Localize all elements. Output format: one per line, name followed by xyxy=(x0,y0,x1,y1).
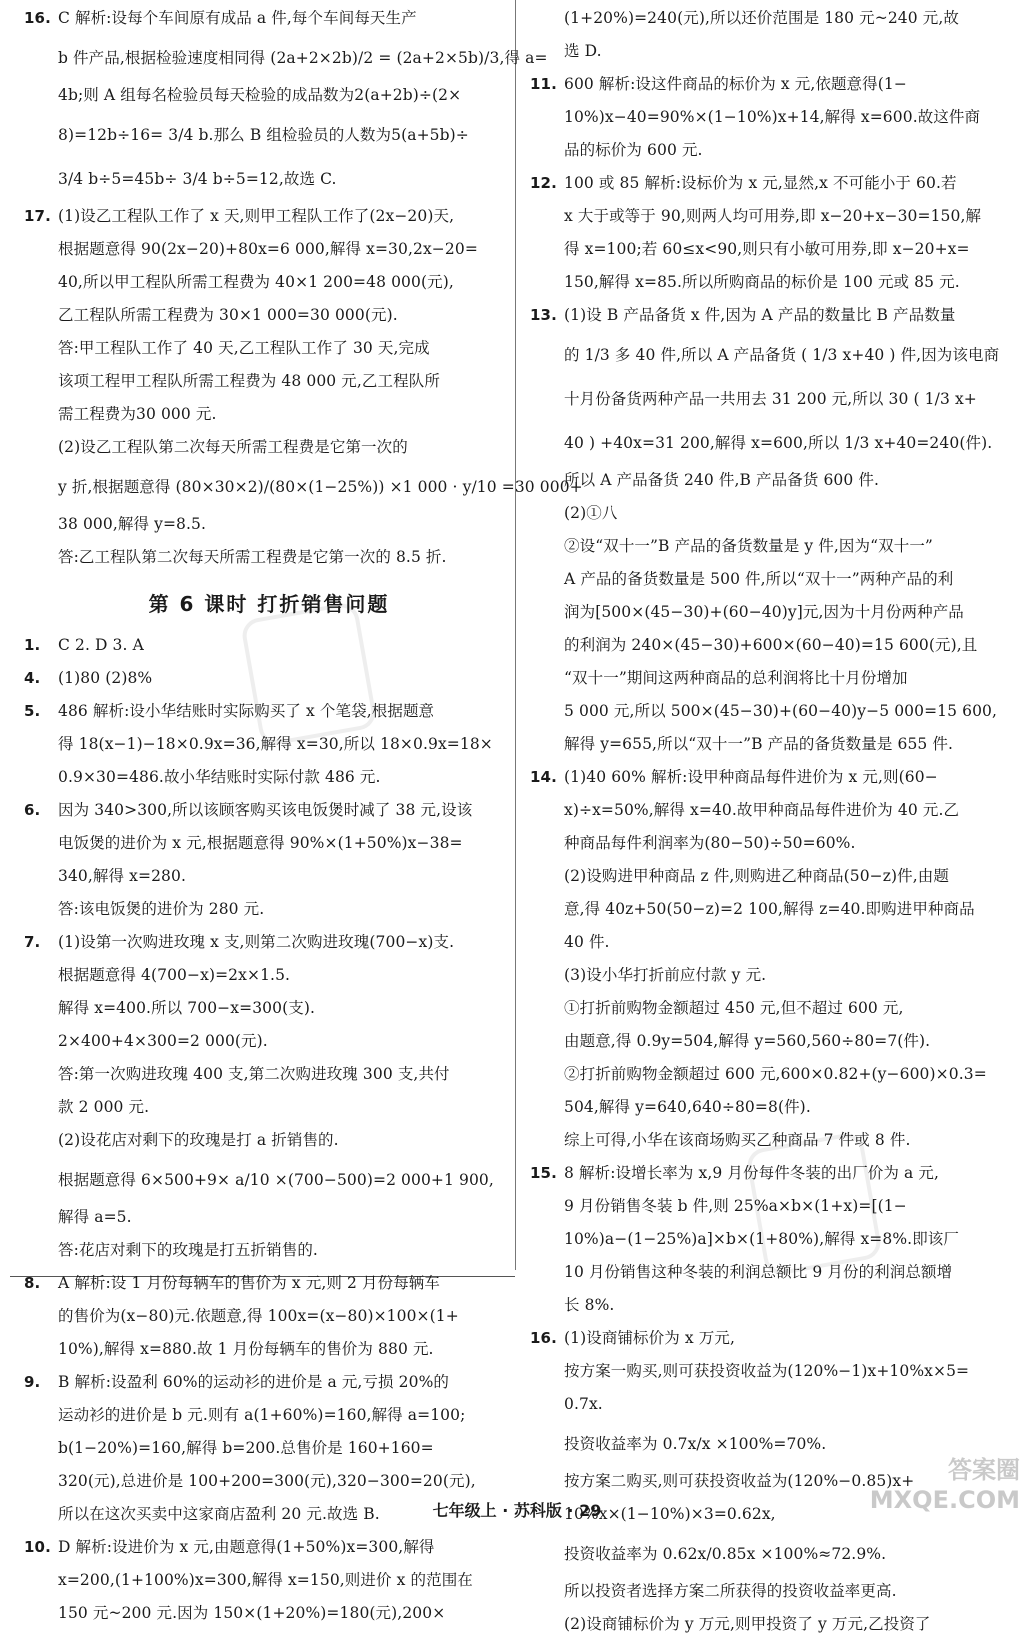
answer-text: 按方案一购买,则可获投资收益为(120%−1)x+10%x×5= xyxy=(564,1362,970,1380)
question-number: 10. xyxy=(24,1538,51,1556)
answer-line xyxy=(24,1304,514,1329)
answer-line xyxy=(530,1535,1016,1573)
answer-line xyxy=(24,6,514,31)
answer-line xyxy=(24,1128,514,1153)
answer-text: 润为[500×(45−30)+(60−40)y]元,因为十月份两种产品 xyxy=(564,603,964,621)
answers-block-continued xyxy=(530,6,1016,1637)
answer-line xyxy=(530,237,1016,262)
answer-text: 投资收益率为 0.7x/x ×100%=70%. xyxy=(564,1435,827,1453)
answer-text: (3)设小华打折前应付款 y 元. xyxy=(564,966,767,984)
question-number: 17. xyxy=(24,207,51,225)
answer-line xyxy=(530,1227,1016,1252)
answer-text: 解得 y=655,所以“双十一”B 产品的备货数量是 655 件. xyxy=(564,735,954,753)
answer-line xyxy=(24,1370,514,1395)
answer-text: 需工程费为30 000 元. xyxy=(58,405,217,423)
answer-text: (1)设 B 产品备货 x 件,因为 A 产品的数量比 B 产品数量 xyxy=(564,306,956,324)
question-number: 8. xyxy=(24,1274,41,1292)
answer-line xyxy=(530,270,1016,295)
answer-text: y 折,根据题意得 (80×30×2)/(80×(1−25%)) ×1 000 · y/10 =30 000+ xyxy=(58,478,583,496)
answer-line xyxy=(24,116,514,154)
answer-line xyxy=(530,798,1016,823)
answer-text: 答:乙工程队第二次每天所需工程费是它第一次的 8.5 折. xyxy=(58,548,447,566)
answer-line xyxy=(24,160,514,198)
question-number: 1. xyxy=(24,636,41,654)
answer-line xyxy=(530,1128,1016,1153)
answer-text: 600 解析:设这件商品的标价为 x 元,依题意得(1− xyxy=(564,75,907,93)
answer-line xyxy=(530,864,1016,889)
question-number: 6. xyxy=(24,801,41,819)
answers-block-lesson6 xyxy=(24,633,514,1626)
answer-text: (2)设花店对剩下的玫瑰是打 a 折销售的. xyxy=(58,1131,339,1149)
answer-text: 综上可得,小华在该商场购买乙种商品 7 件或 8 件. xyxy=(564,1131,911,1149)
answer-text: (1)设第一次购进玫瑰 x 支,则第二次购进玫瑰(700−x)支. xyxy=(58,933,455,951)
answer-line xyxy=(24,303,514,328)
answer-line xyxy=(530,1062,1016,1087)
answer-line xyxy=(530,996,1016,1021)
answer-text: 40 件. xyxy=(564,933,610,951)
answer-text: 10%),解得 x=880.故 1 月份每辆车的售价为 880 元. xyxy=(58,1340,434,1358)
question-number: 5. xyxy=(24,702,41,720)
answer-line xyxy=(24,1161,514,1199)
answer-text: 486 解析:设小华结账时实际购买了 x 个笔袋,根据题意 xyxy=(58,702,435,720)
answer-text: 150 元~200 元.因为 150×(1+20%)=180(元),200× xyxy=(58,1604,446,1622)
answer-text: 10%x×(1−10%)×3=0.62x, xyxy=(564,1505,776,1523)
answer-text: 的 1/3 多 40 件,所以 A 产品备货 ( 1/3 x+40 ) 件,因为该电商 xyxy=(564,346,1000,364)
answer-line xyxy=(24,402,514,427)
answer-text: 504,解得 y=640,640÷80=8(件). xyxy=(564,1098,811,1116)
answer-line xyxy=(530,336,1016,374)
answer-text: 100 或 85 解析:设标价为 x 元,显然,x 不可能小于 60.若 xyxy=(564,174,957,192)
answer-text: 得 18(x−1)−18×0.9x=36,解得 x=30,所以 18×0.9x=18× xyxy=(58,735,493,753)
answer-line xyxy=(24,1436,514,1461)
answer-text: 3/4 b÷5=45b÷ 3/4 b÷5=12,故选 C. xyxy=(58,170,337,188)
answer-line xyxy=(530,666,1016,691)
answer-line xyxy=(24,83,514,108)
answer-line xyxy=(24,1568,514,1593)
answer-text: 4b;则 A 组每名检验员每天检验的成品数为2(a+2b)÷(2× xyxy=(58,86,462,104)
answer-text: 的利润为 240×(45−30)+600×(60−40)=15 600(元),且 xyxy=(564,636,978,654)
answer-text: (1)设乙工程队工作了 x 天,则甲工程队工作了(2x−20)天, xyxy=(58,207,455,225)
answer-text: 得 x=100;若 60≤x<90,则只有小敏可用券,即 x−20+x= xyxy=(564,240,970,258)
answer-text: A 解析:设 1 月份每辆车的售价为 x 元,则 2 月份每辆车 xyxy=(58,1274,440,1292)
answer-line xyxy=(530,1293,1016,1318)
answer-text: 答:花店对剩下的玫瑰是打五折销售的. xyxy=(58,1241,318,1259)
answer-line xyxy=(530,6,1016,31)
answer-line xyxy=(24,512,514,537)
answer-line xyxy=(530,380,1016,418)
answer-text: ②打折前购物金额超过 600 元,600×0.82+(y−600)×0.3= xyxy=(564,1065,987,1083)
answer-text: C 解析:设每个车间原有成品 a 件,每个车间每天生产 xyxy=(58,9,417,27)
answer-line xyxy=(24,1271,514,1296)
answer-line xyxy=(530,963,1016,988)
answer-text: 10 月份销售这种冬装的利润总额比 9 月份的利润总额增 xyxy=(564,1263,953,1281)
answer-text: 38 000,解得 y=8.5. xyxy=(58,515,207,533)
answer-line xyxy=(24,270,514,295)
answer-line xyxy=(530,72,1016,97)
answer-text: 答:第一次购进玫瑰 400 支,第二次购进玫瑰 300 支,共付 xyxy=(58,1065,450,1083)
answer-text: “双十一”期间这两种商品的总利润将比十月份增加 xyxy=(564,669,908,687)
answer-line xyxy=(530,105,1016,130)
answer-text: 长 8%. xyxy=(564,1296,615,1314)
answer-text: ①打折前购物金额超过 450 元,但不超过 600 元, xyxy=(564,999,904,1017)
answer-line xyxy=(24,336,514,361)
answer-line xyxy=(24,1062,514,1087)
answer-line xyxy=(530,534,1016,559)
answer-line xyxy=(530,468,1016,493)
answer-line xyxy=(24,996,514,1021)
answer-text: 的售价为(x−80)元.依题意,得 100x=(x−80)×100×(1+ xyxy=(58,1307,459,1325)
answer-text: 答:该电饭煲的进价为 280 元. xyxy=(58,900,265,918)
answer-text: 品的标价为 600 元. xyxy=(564,141,703,159)
answer-line xyxy=(530,765,1016,790)
answer-line xyxy=(24,633,514,658)
answer-line xyxy=(24,468,583,506)
answer-line xyxy=(530,633,1016,658)
answer-line xyxy=(24,204,514,229)
answer-text: (1)80 (2)8% xyxy=(58,669,153,687)
answer-line xyxy=(530,567,1016,592)
answer-line xyxy=(530,600,1016,625)
page-footer: 七年级上 · 苏科版 · 29 xyxy=(432,1501,602,1520)
question-number: 9. xyxy=(24,1373,41,1391)
answer-text: x=200,(1+100%)x=300,解得 x=150,则进价 x 的范围在 xyxy=(58,1571,473,1589)
answer-line xyxy=(530,424,1016,462)
answer-text: 所以在这次买卖中这家商店盈利 20 元.故选 B. xyxy=(58,1505,380,1523)
answer-line xyxy=(24,237,514,262)
answer-line xyxy=(24,1205,514,1230)
answer-text: ②设“双十一”B 产品的备货数量是 y 件,因为“双十一” xyxy=(564,537,933,555)
answer-text: 答:甲工程队工作了 40 天,乙工程队工作了 30 天,完成 xyxy=(58,339,430,357)
answer-text: 所以 A 产品备货 240 件,B 产品备货 600 件. xyxy=(564,471,879,489)
answer-line xyxy=(24,699,514,724)
answer-text: 8)=12b÷16= 3/4 b.那么 B 组检验员的人数为5(a+5b)÷ xyxy=(58,126,469,144)
answer-line xyxy=(24,798,514,823)
answer-text: 8 解析:设增长率为 x,9 月份每件冬装的出厂价为 a 元, xyxy=(564,1164,940,1182)
answer-line xyxy=(530,1095,1016,1120)
answer-line xyxy=(530,1326,1016,1351)
answer-line xyxy=(24,545,514,570)
answer-text: 10%)x−40=90%×(1−10%)x+14,解得 x=600.故这件商 xyxy=(564,108,981,126)
answer-text: (1)设商铺标价为 x 万元, xyxy=(564,1329,735,1347)
answer-line xyxy=(24,1601,514,1626)
answer-line xyxy=(530,897,1016,922)
question-number: 13. xyxy=(530,306,557,324)
answer-line xyxy=(24,1238,514,1263)
answer-text: (1+20%)=240(元),所以还价范围是 180 元~240 元,故 xyxy=(564,9,959,27)
answer-text: 因为 340>300,所以该顾客购买该电饭煲时减了 38 元,设该 xyxy=(58,801,473,819)
answer-text: 40,所以甲工程队所需工程费为 40×1 200=48 000(元), xyxy=(58,273,454,291)
answer-text: 所以投资者选择方案二所获得的投资收益率更高. xyxy=(564,1582,897,1600)
question-number: 7. xyxy=(24,933,41,951)
answer-text: 根据题意得 6×500+9× a/10 ×(700−500)=2 000+1 900, xyxy=(58,1171,494,1189)
answer-line xyxy=(530,39,1016,64)
answer-line xyxy=(24,1029,514,1054)
right-column xyxy=(530,6,1016,1645)
answer-text: 2×400+4×300=2 000(元). xyxy=(58,1032,268,1050)
question-number: 12. xyxy=(530,174,557,192)
answer-line xyxy=(24,765,514,790)
answer-line xyxy=(24,1403,514,1428)
answer-line xyxy=(24,1469,514,1494)
answer-line xyxy=(530,1260,1016,1285)
question-number: 4. xyxy=(24,669,41,687)
answer-text: 选 D. xyxy=(564,42,602,60)
answer-text: 10%)a−(1−25%)a]×b×(1+80%),解得 x=8%.即该厂 xyxy=(564,1230,959,1248)
answer-line xyxy=(530,1579,1016,1604)
answer-text: (2)①八 xyxy=(564,504,618,522)
answer-text: C 2. D 3. A xyxy=(58,636,144,654)
question-number: 16. xyxy=(24,9,51,27)
answer-text: 根据题意得 90(2x−20)+80x=6 000,解得 x=30,2x−20= xyxy=(58,240,478,258)
answer-line xyxy=(24,963,514,988)
answer-text: 意,得 40z+50(50−z)=2 100,解得 z=40.即购进甲种商品 xyxy=(564,900,975,918)
answer-line xyxy=(24,831,514,856)
answer-text: (1)40 60% 解析:设甲种商品每件进价为 x 元,则(60− xyxy=(564,768,938,786)
answer-text: 340,解得 x=280. xyxy=(58,867,186,885)
answer-text: (2)设购进甲种商品 z 件,则购进乙种商品(50−z)件,由题 xyxy=(564,867,950,885)
answer-line xyxy=(530,930,1016,955)
answer-text: 款 2 000 元. xyxy=(58,1098,150,1116)
answer-line xyxy=(530,138,1016,163)
site-watermark xyxy=(870,1455,1020,1515)
answer-line xyxy=(530,1029,1016,1054)
answer-line xyxy=(24,864,514,889)
answer-text: 乙工程队所需工程费为 30×1 000=30 000(元). xyxy=(58,306,398,324)
answer-line xyxy=(530,831,1016,856)
answer-line xyxy=(530,1359,1016,1384)
answer-line xyxy=(530,204,1016,229)
watermark-url: MXQE.COM xyxy=(869,1486,1020,1514)
answer-line xyxy=(530,732,1016,757)
answer-text: 0.9×30=486.故小华结账时实际付款 486 元. xyxy=(58,768,381,786)
answer-text: 解得 x=400.所以 700−x=300(支). xyxy=(58,999,316,1017)
answer-text: 解得 a=5. xyxy=(58,1208,132,1226)
answer-text: 0.7x. xyxy=(564,1395,603,1413)
question-number: 11. xyxy=(530,75,557,93)
answer-line xyxy=(530,699,1016,724)
answer-text: D 解析:设进价为 x 元,由题意得(1+50%)x=300,解得 xyxy=(58,1538,435,1556)
answer-text: b(1−20%)=160,解得 b=200.总售价是 160+160= xyxy=(58,1439,434,1457)
question-number: 16. xyxy=(530,1329,557,1347)
answer-line xyxy=(530,1194,1016,1219)
question-number: 14. xyxy=(530,768,557,786)
section-title: 第 6 课时 打折销售问题 xyxy=(148,592,390,616)
column-divider xyxy=(515,0,516,1270)
answer-text: 150,解得 x=85.所以所购商品的标价是 100 元或 85 元. xyxy=(564,273,960,291)
answer-text: (2)设乙工程队第二次每天所需工程费是它第一次的 xyxy=(58,438,408,456)
answer-text: x 大于或等于 90,则两人均可用券,即 x−20+x−30=150,解 xyxy=(564,207,982,225)
answer-text: 320(元),总进价是 100+200=300(元),320−300=20(元), xyxy=(58,1472,476,1490)
answer-text: (2)设商铺标价为 y 万元,则甲投资了 y 万元,乙投资了 xyxy=(564,1615,931,1633)
answer-line xyxy=(24,732,514,757)
answer-text: 十月份备货两种产品一共用去 31 200 元,所以 30 ( 1/3 x+ xyxy=(564,390,977,408)
answer-text: b 件产品,根据检验速度相同得 (2a+2×2b)/2 = (2a+2×5b)/3,得 a= xyxy=(58,49,548,67)
watermark-text: 答案圈 xyxy=(948,1456,1020,1484)
answer-line xyxy=(24,39,548,77)
answer-line xyxy=(530,1392,1016,1417)
answer-line xyxy=(530,303,1016,328)
answer-line xyxy=(24,435,514,460)
answer-text: 该项工程甲工程队所需工程费为 48 000 元,乙工程队所 xyxy=(58,372,440,390)
answer-line xyxy=(24,1095,514,1120)
answer-text: A 产品的备货数量是 500 件,所以“双十一”两种产品的利 xyxy=(564,570,954,588)
answer-text: 9 月份销售冬装 b 件,则 25%a×b×(1+x)=[(1− xyxy=(564,1197,907,1215)
answer-text: x)÷x=50%,解得 x=40.故甲种商品每件进价为 40 元.乙 xyxy=(564,801,960,819)
answer-line xyxy=(530,171,1016,196)
answer-line xyxy=(24,1535,514,1560)
answer-text: 电饭煲的进价为 x 元,根据题意得 90%×(1+50%)x−38= xyxy=(58,834,463,852)
answer-line xyxy=(24,930,514,955)
answer-text: 投资收益率为 0.62x/0.85x ×100%≈72.9%. xyxy=(564,1545,887,1563)
answer-line xyxy=(24,1337,514,1362)
answer-line xyxy=(24,369,514,394)
answer-line xyxy=(530,501,1016,526)
question-number: 15. xyxy=(530,1164,557,1182)
answer-text: 根据题意得 4(700−x)=2x×1.5. xyxy=(58,966,291,984)
answer-text: 40 ) +40x=31 200,解得 x=600,所以 1/3 x+40=240(件). xyxy=(564,434,993,452)
answer-text: B 解析:设盈利 60%的运动衫的进价是 a 元,亏损 20%的 xyxy=(58,1373,450,1391)
answer-line xyxy=(530,1161,1016,1186)
answer-text: 5 000 元,所以 500×(45−30)+(60−40)y−5 000=15 600, xyxy=(564,702,998,720)
answer-line xyxy=(24,897,514,922)
answer-text: 运动衫的进价是 b 元.则有 a(1+60%)=160,解得 a=100; xyxy=(58,1406,466,1424)
answer-text: 种商品每件利润率为(80−50)÷50=60%. xyxy=(564,834,856,852)
answer-text: 由题意,得 0.9y=504,解得 y=560,560÷80=7(件). xyxy=(564,1032,931,1050)
answer-line xyxy=(24,666,514,691)
answer-text: 按方案二购买,则可获投资收益为(120%−0.85)x+ xyxy=(564,1472,915,1490)
answer-line xyxy=(530,1612,1016,1637)
